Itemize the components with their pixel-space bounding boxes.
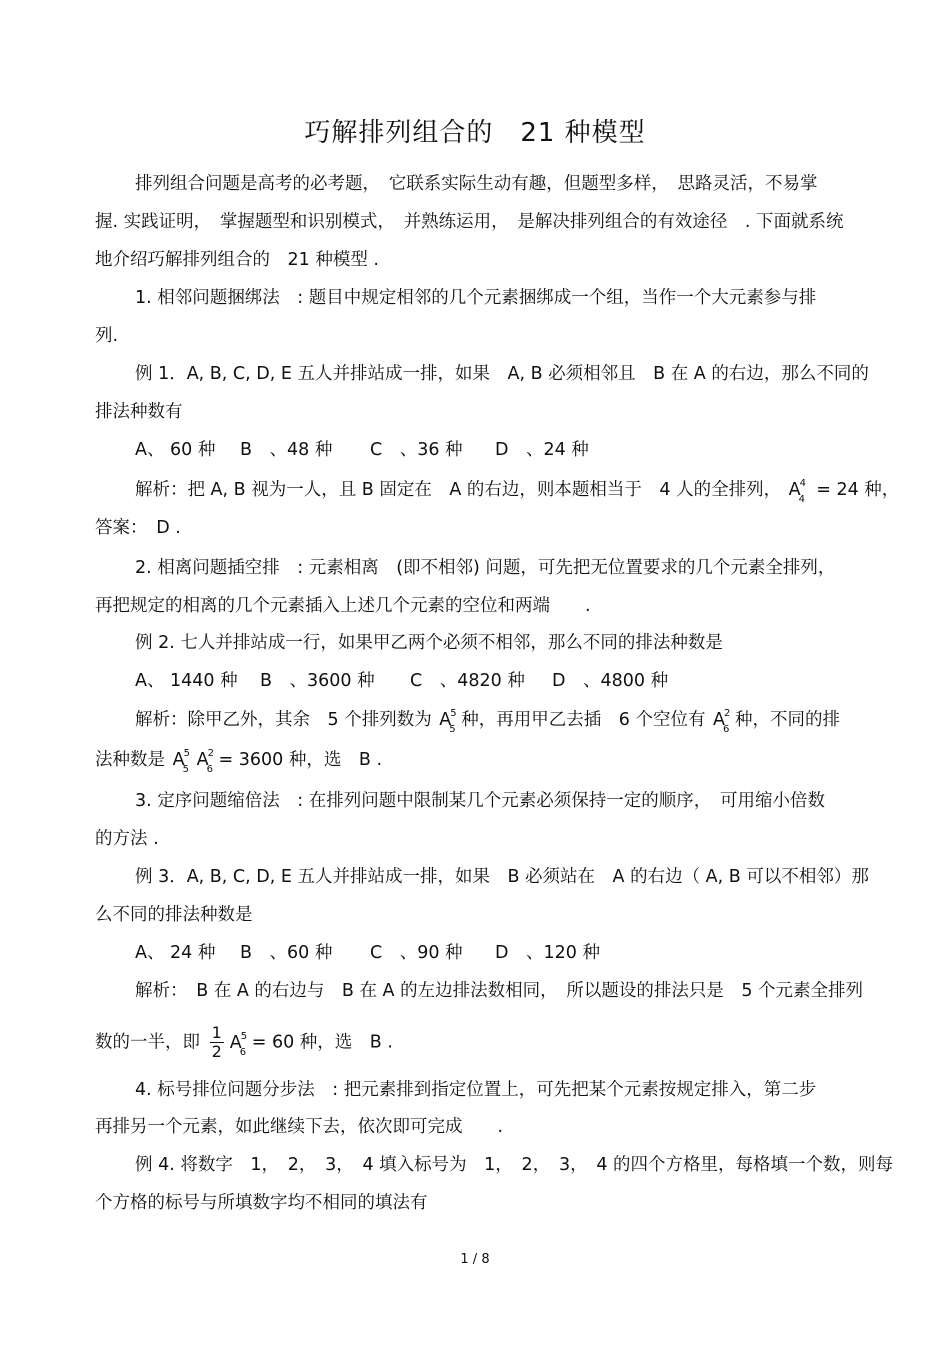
option-a: A、 60 种 — [135, 440, 216, 460]
page-title: 巧解排列组合的 21 种模型 — [304, 118, 646, 148]
math-a62: A 2 6 — [713, 708, 731, 735]
option-a: A、 24 种 — [135, 943, 216, 963]
math-a55b: A 5 5 — [172, 748, 190, 775]
example-4-line-1: 例 4. 将数字 1， 2， 3， 4 填入标号为 1， 2， 3， 4 的四个方格里，每格填一个数，则每 — [135, 1155, 894, 1175]
section-1-heading: 1. 相邻问题捆绑法 : 题目中规定相邻的几个元素捆绑成一个组，当作一个大元素参与排 — [135, 288, 817, 308]
page-number: 1 / 8 — [460, 1252, 490, 1267]
option-d: D 、4800 种 — [552, 671, 669, 691]
option-d: D 、24 种 — [495, 440, 589, 460]
math-a62b: A 2 6 — [196, 748, 214, 775]
option-c: C 、4820 种 — [410, 671, 525, 691]
intro-line-2: 握. 实践证明， 掌握题型和识别模式， 并熟练运用， 是解决排列组合的有效途径 . 下面就系统 — [95, 212, 844, 232]
fraction-one-half: $\frac{1}{2}$ — [211, 1023, 222, 1061]
intro-line-3: 地介绍巧解排列组合的 21 种模型 . — [95, 250, 379, 270]
example-2-options — [135, 669, 895, 693]
math-a44: A 4 4 — [788, 478, 807, 505]
option-a: A、 1440 种 — [135, 671, 238, 691]
section-3-heading-cont: 的方法 . — [95, 829, 159, 849]
section-4-heading-cont: 再排另一个元素，如此继续下去，依次即可完成 . — [95, 1117, 504, 1137]
answer-2-line-1: 解析：除甲乙外，其余 5 个排列数为 A 5 5 种，再用甲乙去插 6 个空位有 A 2 6 种，不同的排 — [135, 708, 841, 735]
section-2-heading-cont: 再把规定的相离的几个元素插入上述几个元素的空位和两端 . — [95, 596, 591, 616]
math-a55: A 5 5 — [439, 708, 457, 735]
example-3-line-1: 例 3．A, B, C, D, E 五人并排站成一排，如果 B 必须站在 A 的右边（ A, B 可以不相邻）那 — [135, 867, 869, 887]
option-b: B 、48 种 — [240, 440, 333, 460]
answer-3-line-2: 数的一半，即 $\frac{1}{2}$ A 5 6 = 60 种，选 B . — [95, 1023, 393, 1061]
answer-1-line-1 — [135, 478, 900, 505]
intro-line-1: 排列组合问题是高考的必考题， 它联系实际生动有趣，但题型多样， 思路灵活，不易掌 — [135, 174, 818, 194]
math-a55c: A 5 6 — [229, 1030, 248, 1058]
example-3-line-2: 么不同的排法种数是 — [95, 905, 253, 925]
answer-2-line-2: 法种数是 A 5 5 A 2 6 = 3600 种，选 B . — [95, 748, 383, 775]
option-c: C 、36 种 — [370, 440, 463, 460]
option-c: C 、90 种 — [370, 943, 463, 963]
section-2-heading: 2. 相离问题插空排 : 元素相离 (即不相邻) 问题，可先把无位置要求的几个元素全排列， — [135, 558, 836, 578]
example-2-line-1: 例 2. 七人并排站成一行，如果甲乙两个必须不相邻，那么不同的排法种数是 — [135, 633, 723, 653]
answer-3-line-1: 解析： B 在 A 的右边与 B 在 A 的左边排法数相同， 所以题设的排法只是 5 个元素全排列 — [135, 981, 864, 1001]
option-b: B 、60 种 — [240, 943, 333, 963]
example-4-line-2: 个方格的标号与所填数字均不相同的填法有 — [95, 1193, 428, 1213]
example-1-line-2: 排法种数有 — [95, 402, 183, 422]
option-d: D 、120 种 — [495, 943, 600, 963]
example-1-line-1: 例 1．A, B, C, D, E 五人并排站成一排，如果 A, B 必须相邻且 B 在 A 的右边，那么不同的 — [135, 364, 869, 384]
option-b: B 、3600 种 — [260, 671, 375, 691]
answer-1-line-2: 答案： D . — [95, 518, 181, 538]
section-3-heading: 3. 定序问题缩倍法 : 在排列问题中限制某几个元素必须保持一定的顺序， 可用缩小倍数 — [135, 791, 825, 811]
example-3-options — [135, 941, 895, 965]
answer-1-text: 解析：把 A, B 视为一人，且 B 固定在 A 的右边，则本题相当于 4 人的全排列， — [135, 480, 782, 500]
section-4-heading: 4. 标号排位问题分步法 : 把元素排到指定位置上，可先把某个元素按规定排入，第二步 — [135, 1080, 817, 1100]
answer-1-result: = 24 种， — [816, 480, 900, 500]
example-1-options — [135, 438, 895, 462]
section-1-heading-cont: 列. — [95, 326, 119, 346]
